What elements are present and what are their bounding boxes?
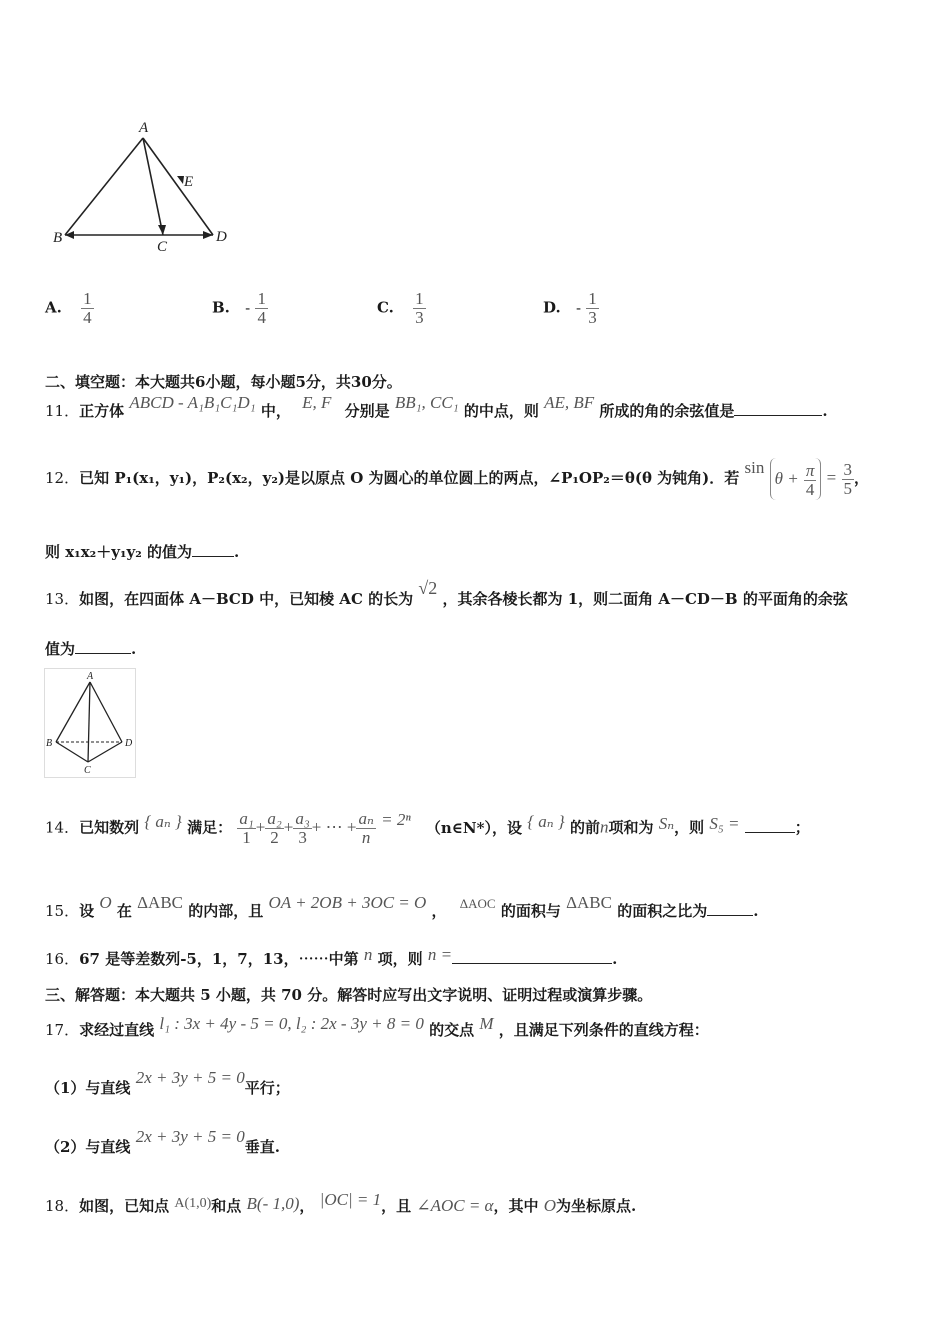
label-d: D — [125, 738, 133, 749]
label-a: A — [139, 120, 149, 136]
question-14: 14．已知数列 { aₙ } 满足： $\frac{\text{a₁}}{1}$ + $\frac{\text{a₂}}{2}$ + $\frac{\text{a₃}}{3}$ + ⋯ + $\frac{\text{aₙ}}{n}$ = 2ⁿ （n∈N*），设 { aₙ } 的前n项和为 Sₙ，则 S₅ = ； — [45, 809, 810, 847]
question-17: 17．求经过直线 l₁ : 3x + 4y - 5 = 0, l₂ : 2x - 3y + 8 = 0 的交点 M ，且满足下列条件的直线方程： — [45, 1014, 709, 1039]
answer-blank[interactable] — [745, 818, 795, 833]
question-17-part2: （2）与直线 2x + 3y + 5 = 0垂直. — [45, 1127, 280, 1156]
answer-blank[interactable] — [192, 542, 234, 557]
label-a: A — [87, 671, 94, 682]
answer-blank[interactable] — [75, 639, 131, 654]
option-letter: B. — [212, 298, 230, 317]
question-12-line2: 则 x₁x₂＋y₁y₂ 的值为 . — [45, 543, 240, 561]
label-d: D — [216, 229, 227, 245]
option-sign: - — [245, 298, 251, 317]
question-11: 11．正方体 ABCD - A₁B₁C₁D₁ 中， E, F 分别是 BB₁, CC₁ 的中点，则 AE, BF 所成的角的余弦值是 . — [45, 393, 828, 420]
option-fraction: $\frac{1}{4}$ — [257, 289, 266, 327]
label-c: C — [157, 239, 168, 255]
figure-tetrahedron — [44, 668, 136, 778]
option-letter: D. — [543, 298, 561, 317]
label-c: C — [84, 765, 91, 776]
option-d[interactable] — [543, 290, 599, 327]
answer-blank[interactable] — [707, 901, 753, 916]
option-fraction: $\frac{1}{4}$ — [83, 289, 92, 327]
label-b: B — [53, 230, 63, 246]
option-letter: A. — [45, 298, 62, 317]
figure-triangle — [50, 118, 250, 258]
label-b: B — [46, 738, 53, 749]
option-c[interactable] — [377, 290, 426, 327]
question-16: 16．67 是等差数列-5，1，7，13，⋯⋯中第 n 项，则 n = . — [45, 945, 618, 968]
option-a[interactable] — [45, 290, 94, 327]
option-fraction: $\frac{1}{3}$ — [415, 289, 424, 327]
answer-blank[interactable] — [734, 401, 822, 416]
question-13-line2: 值为 . — [45, 640, 137, 658]
answer-blank[interactable] — [452, 949, 612, 964]
question-17-part1: （1）与直线 2x + 3y + 5 = 0平行； — [45, 1068, 290, 1097]
section-title-fill-in: 二、填空题：本大题共6小题，每小题5分，共30分。 — [45, 373, 402, 391]
question-12: 12．已知 P₁(x₁，y₁)，P₂(x₂，y₂)是以原点 O 为圆心的单位圆上的两点，∠P₁OP₂＝θ(θ 为钝角)．若 sin θ + $\frac{\pi}{4}$ = $\frac{3}{5}$ ， — [45, 458, 870, 499]
option-letter: C. — [377, 298, 394, 317]
option-fraction: $\frac{1}{3}$ — [588, 289, 597, 327]
question-15: 15．设 O 在 ΔABC 的内部，且 OA + 2OB + 3OC = O ， ΔAOC 的面积与 ΔABC 的面积之比为 . — [45, 893, 759, 920]
label-e: E — [184, 174, 194, 190]
question-13: 13．如图，在四面体 A－BCD 中，已知棱 AC 的长为 √2 ，其余各棱长都为 1，则二面角 A－CD－B 的平面角的余弦 — [45, 578, 848, 608]
section-title-solutions: 三、解答题：本大题共 5 小题，共 70 分。解答时应写出文字说明、证明过程或演算步骤。 — [45, 986, 653, 1004]
option-sign: - — [575, 298, 582, 317]
option-b[interactable] — [212, 290, 268, 327]
question-18: 18．如图，已知点 A(1,0)和点 B(- 1,0)， |OC| = 1，且 ∠AOC = α，其中 O为坐标原点. — [45, 1190, 637, 1215]
